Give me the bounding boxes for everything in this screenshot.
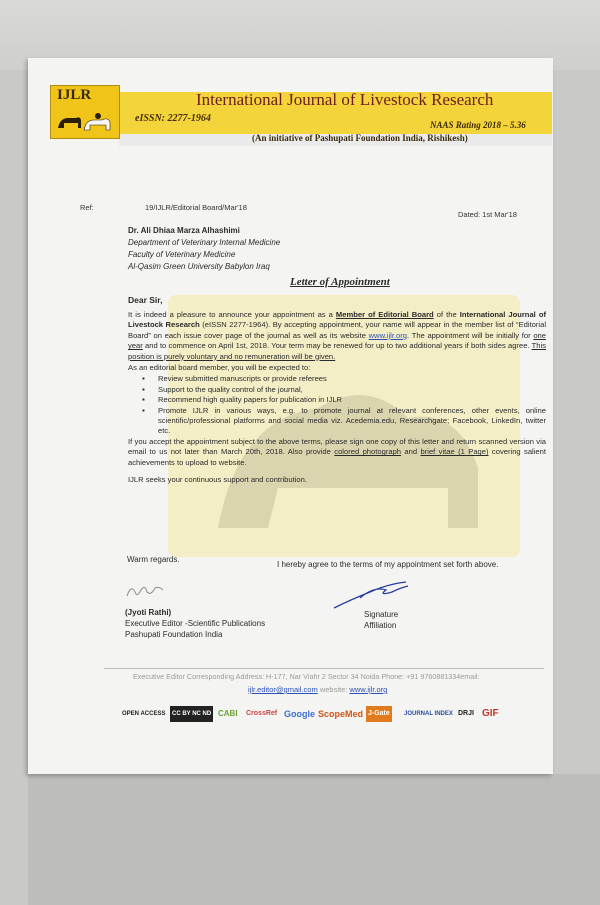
- paragraph-appointment: It is indeed a pleasure to announce your appointment as a Member of Editorial Board of the International Journal of Livestock Research (eISSN 2277-1964). By accepting appointment, your name will appear in the member list of “Editorial Board” on each issue cover page of the journal as well as its website www.ijlr.org. The appointment will be initially for one year and to commence on April 1st, 2018. Your term may be renewed for up to two additional years if both sides agree. This position is purely voluntary and no remuneration will be given.: [128, 310, 547, 361]
- livestock-icon: [54, 108, 116, 134]
- paragraph-expectations: As an editorial board member, you will be expected to:: [128, 363, 311, 373]
- editor-org: Pashupati Foundation India: [125, 630, 223, 639]
- voluntary-note: This position is purely voluntary and no remuneration will be given.: [128, 341, 546, 361]
- list-item: ▪ Promote IJLR in various ways, e.g. to promote journal at relevant conferences, other events, online scientific/professional platforms and social media viz. Acedemia.edu, Researchgate; Facebook, LinkedIn, twitter etc.: [158, 406, 546, 437]
- footer-email-link[interactable]: ijlr.editor@gmail.com: [248, 685, 318, 694]
- footer-website-label: website:: [319, 685, 348, 694]
- letterhead: [50, 82, 550, 152]
- paragraph-acceptance: If you accept the appointment subject to the above terms, please sign one copy of this letter and return scanned version via email to us not later than March 20th, 2018. Also provide colored photograph and brief vitae (1 Page) covering salient achievements to upload to website.: [128, 436, 546, 467]
- term-length: one year: [128, 330, 546, 351]
- editor-signature: [123, 578, 173, 606]
- creative-commons-logo: CC BY NC ND: [170, 706, 213, 722]
- list-item: ▪ Recommend high quality papers for publication in IJLR: [158, 395, 546, 405]
- recipient-signature: [330, 578, 412, 612]
- gif-logo: GIF: [482, 708, 499, 719]
- list-item: ▪ Support to the quality control of the journal,: [158, 385, 546, 395]
- website-link[interactable]: www.ijlr.org: [368, 330, 408, 340]
- journal-name: International Journal of Livestock Research: [128, 310, 546, 330]
- footer-divider: [104, 668, 544, 669]
- open-access-logo: OPEN ACCESS: [122, 711, 166, 717]
- ijlr-logo: [50, 85, 120, 139]
- list-item: ▪ Review submitted manuscripts or provide referees: [158, 374, 546, 384]
- scopemed-logo: ScopeMed: [318, 709, 364, 719]
- letter-date: Dated: 1st Mar'18: [458, 210, 517, 219]
- editor-title: Executive Editor -Scientific Publications: [125, 619, 266, 628]
- recipient-university: Al-Qasim Green University Babylon Iraq: [128, 262, 270, 271]
- salutation: Dear Sir,: [128, 295, 163, 305]
- signature-label: Signature: [364, 610, 399, 619]
- cabi-logo: CABI: [218, 709, 238, 718]
- ref-label: Ref:: [80, 203, 94, 212]
- drji-logo: DRJI: [458, 710, 474, 717]
- jgate-logo: J-Gate: [366, 706, 392, 722]
- indexing-logos: [122, 706, 522, 726]
- eissn: eISSN: 2277-1964: [135, 113, 211, 124]
- recipient-name: Dr. Ali Dhiaa Marza Alhashimi: [128, 226, 240, 235]
- editor-name: (Jyoti Rathi): [125, 608, 172, 617]
- paragraph-support: IJLR seeks your continuous support and contribution.: [128, 475, 307, 485]
- initiative-line: (An initiative of Pashupati Foundation India, Rishikesh): [252, 133, 468, 143]
- letter-subject: Letter of Appointment: [290, 276, 390, 288]
- letter-page: [28, 58, 553, 774]
- google-logo: Google: [284, 709, 315, 719]
- duties-list: [128, 374, 546, 436]
- letter-body: [128, 310, 546, 487]
- affiliation-label: Affiliation: [364, 621, 397, 630]
- recipient-address: [128, 225, 280, 273]
- footer-address: Executive Editor Corresponding Address: H-177, Nar Viahr 2 Sector 34 Noida Phone: +91 9760881334email:: [133, 672, 480, 681]
- crossref-logo: CrossRef: [246, 710, 278, 717]
- vitae-requirement: brief vitae (1 Page): [420, 447, 489, 457]
- closing-warm-regards: Warm regards.: [127, 555, 180, 564]
- editor-block: [125, 607, 265, 640]
- agreement-statement: I hereby agree to the terms of my appointment set forth above.: [277, 560, 499, 569]
- recipient-department: Department of Veterinary Internal Medicine: [128, 238, 281, 247]
- journal-index-logo: JOURNAL INDEX: [404, 711, 453, 717]
- footer-website-link[interactable]: www.ijlr.org: [349, 685, 388, 694]
- editorial-role: Member of Editorial Board: [335, 310, 434, 319]
- background-table: [28, 774, 600, 905]
- recipient-faculty: Faculty of Veterinary Medicine: [128, 250, 236, 259]
- signature-block: [364, 609, 398, 631]
- photo-requirement: colored photograph: [334, 447, 402, 457]
- naas-rating: NAAS Rating 2018 – 5.36: [430, 120, 526, 130]
- ref-number: 19/IJLR/Editorial Board/Mar'18: [145, 203, 247, 212]
- logo-text: IJLR: [57, 87, 92, 103]
- footer-contact: [248, 685, 387, 694]
- journal-title: International Journal of Livestock Research: [196, 90, 494, 109]
